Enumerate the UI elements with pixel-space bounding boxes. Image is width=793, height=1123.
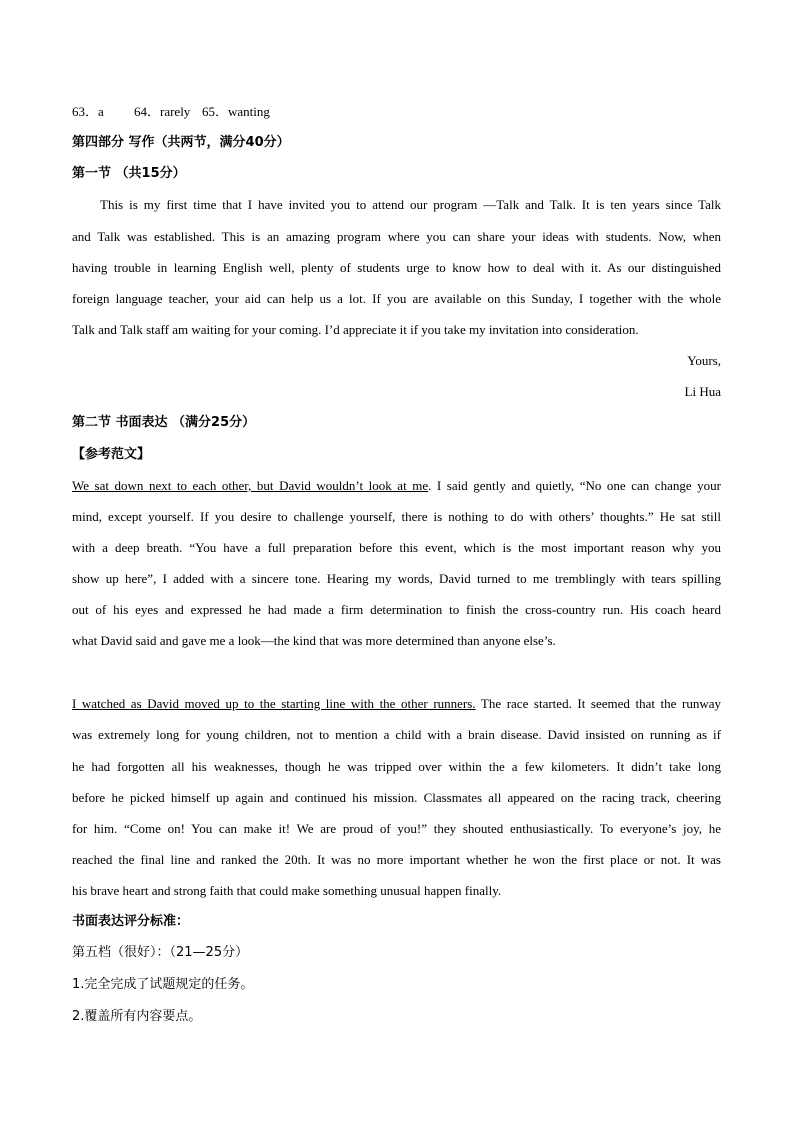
- para1-line: what David said and gave me a look—the kind that was more determined than anyone else’s.: [72, 633, 556, 648]
- para1-line: show up here”, I added with a sincere tone. Hearing my words, David turned to me tremblingly with tears spilling: [72, 571, 721, 586]
- para1-line: out of his eyes and expressed he had made a firm determination to finish the cross-country run. His coach heard: [72, 602, 721, 617]
- part4-heading: 第四部分 写作（共两节，满分40分）: [72, 135, 290, 150]
- para2-line: was extremely long for young children, not to mention a child with a brain disease. David insisted on running as if: [72, 727, 721, 742]
- para2-line: he had forgotten all his weaknesses, though he was tripped over within the a few kilometers. It didn’t take long: [72, 759, 721, 774]
- para2-line: before he picked himself up again and continued his mission. Classmates all appeared on the racing track, cheering: [72, 790, 721, 805]
- para2-line: for him. “Come on! You can make it! We are proud of you!” they shouted enthusiastically. To everyone’s joy, he: [72, 821, 721, 836]
- section1-heading: 第一节 （共15分）: [72, 166, 186, 181]
- letter-line: and Talk was established. This is an amazing program where you can share your ideas with students. Now, when: [72, 229, 721, 244]
- letter-line: foreign language teacher, your aid can help us a lot. If you are available on this Sunday, I together with the whole: [72, 291, 721, 306]
- letter-closing: Yours,: [687, 353, 721, 368]
- criteria-heading: 书面表达评分标准：: [72, 914, 190, 929]
- para2-line: [72, 695, 721, 713]
- letter-line: This is my first time that I have invited you to attend our program —Talk and Talk. It is ten years since Talk: [100, 197, 721, 212]
- para2-line: reached the final line and ranked the 20th. It was no more important whether he won the first place or not. It was: [72, 852, 721, 867]
- para1-underlined: We sat down next to each other, but David wouldn’t look at me: [72, 478, 429, 493]
- answer-row: [72, 103, 721, 121]
- answer-65: 65．wanting: [202, 104, 270, 119]
- criteria-item: 1.完全完成了试题规定的任务。: [72, 977, 254, 992]
- letter-line: Talk and Talk staff am waiting for your coming. I’d appreciate it if you take my invitation into consideration.: [72, 322, 639, 337]
- para1-line: mind, except yourself. If you desire to challenge yourself, there is nothing to do with others’ thoughts.” He sat still: [72, 509, 721, 524]
- para1-line: with a deep breath. “You have a full preparation before this event, which is the most important reason why you: [72, 540, 721, 555]
- para1-line: [72, 477, 721, 495]
- answer-63: 63．a: [72, 104, 104, 119]
- para2-line1-rest: The race started. It seemed that the runway: [475, 696, 721, 711]
- sample-label: 【参考范文】: [72, 447, 151, 462]
- para2-underlined: I watched as David moved up to the starting line with the other runners.: [72, 696, 476, 711]
- answer-64: 64．rarely: [134, 104, 191, 119]
- letter-line: having trouble in learning English well, plenty of students urge to know how to deal with it. As our distinguished: [72, 260, 721, 275]
- para1-line1-rest: . I said gently and quietly, “No one can change your: [428, 478, 721, 493]
- section2-heading: 第二节 书面表达 （满分25分）: [72, 415, 256, 430]
- letter-signature: Li Hua: [684, 384, 721, 399]
- grade5-label: 第五档（很好）：（21—25分）: [72, 945, 249, 960]
- para2-line: his brave heart and strong faith that could make something unusual happen finally.: [72, 883, 502, 898]
- criteria-item: 2.覆盖所有内容要点。: [72, 1009, 202, 1024]
